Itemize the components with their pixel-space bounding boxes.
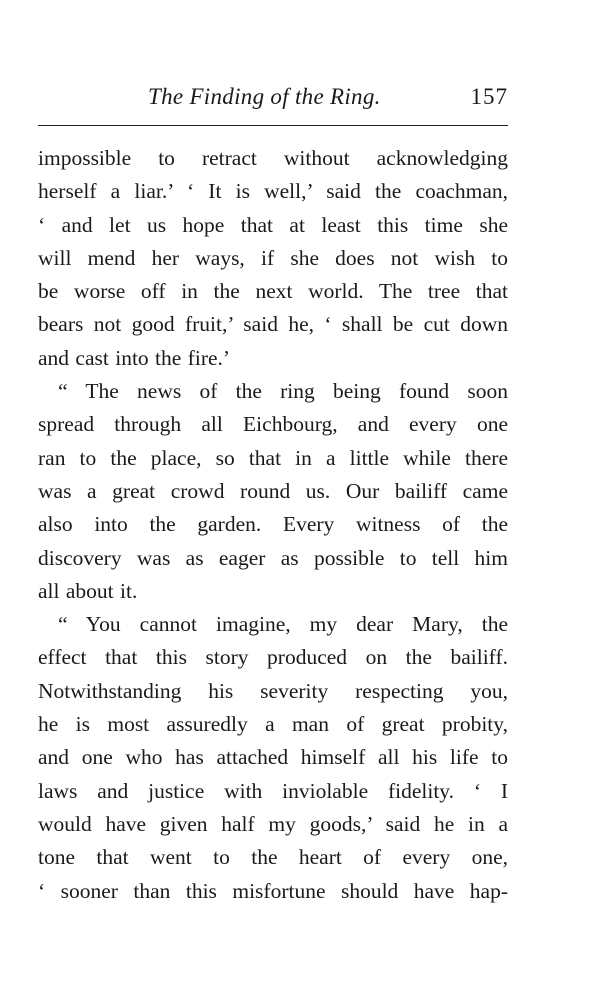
text-line: will mend her ways, if she does not wish to [38,245,508,270]
text-line: laws and justice with inviolable fidelity. ‘ I [38,778,508,803]
text-line: also into the garden. Every witness of the [38,512,508,537]
text-line: was a great crowd round us. Our bailiff came [38,478,508,503]
body-text [38,142,508,908]
paragraph-start-line: “ The news of the ring being found soon [58,379,508,404]
text-line: all about it. [38,578,138,603]
page-number: 157 [470,84,508,109]
text-line: impossible to retract without acknowledging [38,146,508,170]
text-line: be worse off in the next world. The tree that [38,279,508,304]
text-line: and cast into the fire.’ [38,345,231,370]
header-rule [38,125,508,126]
text-line: ‘ sooner than this misfortune should have hap- [38,878,508,903]
text-line: spread through all Eichbourg, and every one [38,412,508,437]
running-title: The Finding of the Ring. [148,84,381,109]
text-line: he is most assuredly a man of great probity, [38,712,508,737]
text-line: would have given half my goods,’ said he in a [38,811,508,836]
paragraph-start-line: “ You cannot imagine, my dear Mary, the [58,612,508,637]
text-line: tone that went to the heart of every one, [38,845,508,870]
text-line: bears not good fruit,’ said he, ‘ shall be cut down [38,312,508,337]
text-line: herself a liar.’ ‘ It is well,’ said the coachman, [38,179,508,204]
text-line: and one who has attached himself all his life to [38,745,508,770]
running-head [38,84,508,118]
text-line: ‘ and let us hope that at least this time she [38,212,508,237]
text-line: Notwithstanding his severity respecting you, [38,678,508,703]
text-line: discovery was as eager as possible to tell him [38,545,508,570]
text-line: ran to the place, so that in a little while there [38,445,508,470]
text-line: effect that this story produced on the bailiff. [38,645,508,670]
